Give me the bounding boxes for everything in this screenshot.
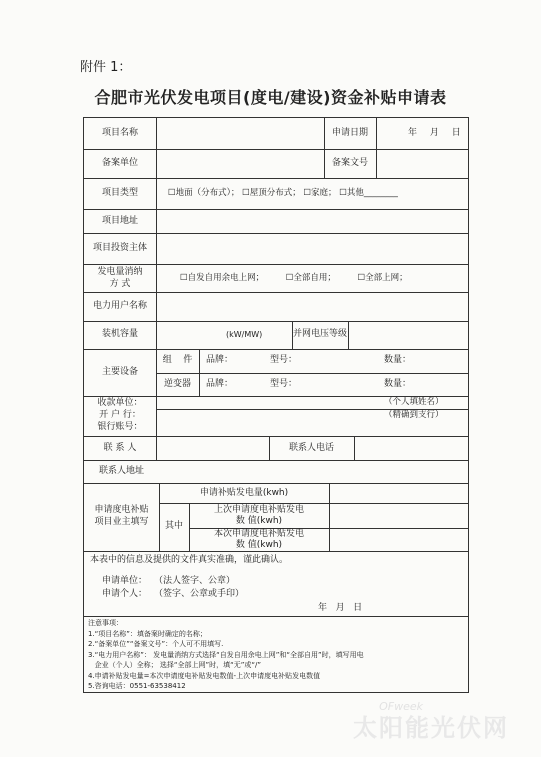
row-divider [84,178,468,179]
inverter-brand-label: 品牌： [206,379,234,389]
row-divider [159,503,468,504]
label-subsidy-amount: 申请补贴发电量(kwh) [199,488,289,498]
label-main-equipment: 主要设备 [101,367,138,377]
label-apply-date: 申请日期 [331,128,368,138]
label-this-2: 数 值(kwh) [235,540,283,550]
value-apply-date: 年 月 日 [408,128,461,138]
row-divider [84,551,468,552]
annex-label: 附件 1： [80,60,132,75]
row-divider [84,233,468,234]
label-bank: 开 户 行： [99,410,141,420]
notes-heading: 注意事项： [88,619,123,627]
declaration-unit-label: 申请单位： [102,576,148,586]
note-item: 4.申请补贴发电量=本次申请度电补贴发电数值-上次申请度电补贴发电数值 [88,672,321,680]
row-divider [84,483,468,484]
declaration-date: 年 月 日 [318,603,363,613]
consumption-options[interactable]: ☐自发自用余电上网； ☐全部自用； ☐全部上网； [180,273,408,283]
note-item: 2.“备案单位”“备案文号”：个人可不用填写. [88,640,224,648]
label-of-which: 其中 [164,521,183,531]
note-item: 3.“电力用户名称”： 发电量消纳方式选择“自发自用余电上网”和“全部自用”时，填写用电 [88,651,364,659]
label-consumption-mode: 发电量消纳 [97,267,143,277]
row-divider [84,292,468,293]
note-item: 5.咨询电话：0551-63538412 [88,682,186,690]
row-divider [156,373,468,374]
label-grid-voltage: 并网电压等级 [292,329,347,339]
label-payee-unit: 收款单位： [97,398,143,408]
label-this-1: 本次申请度电补贴发电 [213,529,304,539]
inverter-model-label: 型号： [270,379,298,389]
label-project-name: 项目名称 [101,128,138,138]
form-title: 合肥市光伏发电项目(度电/建设)资金补贴申请表 [94,88,447,107]
project-type-options[interactable]: ☐地面（分布式）； ☐屋顶分布式； ☐家庭； ☐其他________ [168,188,398,198]
column-divider [354,436,355,460]
label-module: 组 件 [162,355,193,365]
module-model-label: 型号： [270,355,298,365]
row-divider [84,209,468,210]
row-divider [84,436,468,437]
label-owner-fill-2: 项目业主填写 [94,517,149,527]
column-divider [329,483,330,551]
module-brand-label: 品牌： [206,355,234,365]
column-divider [156,118,157,460]
row-divider [84,460,468,461]
capacity-unit: (kW/MW) [226,330,263,339]
label-contact-phone: 联系人电话 [288,443,334,453]
declaration-statement: 本表中的信息及提供的文件真实准确，谨此确认。 [90,555,289,565]
inverter-quantity-label: 数量： [384,379,412,389]
watermark-site: 太阳能光伏网 [353,714,509,742]
row-divider [84,349,468,350]
label-project-type: 项目类型 [101,188,138,198]
label-capacity: 装机容量 [101,329,138,339]
label-filing-unit: 备案单位 [101,158,138,168]
module-quantity-label: 数量： [384,355,412,365]
label-power-user: 电力用户名称 [92,301,147,311]
row-divider [84,616,468,617]
label-account: 银行账号： [97,422,143,432]
note-item: 1.“项目名称”：填备案时确定的名称； [88,630,207,638]
watermark-brand: OFweek [379,700,423,713]
declaration-unit-hint: （法人签字、公章） [154,576,236,586]
label-contact: 联 系 人 [103,443,137,453]
label-inverter: 逆变器 [163,379,191,389]
column-divider [348,321,349,349]
label-owner-fill-1: 申请度电补贴 [94,505,149,515]
row-divider [84,321,468,322]
column-divider [324,118,325,178]
bank-hint: （精确到支行） [384,410,444,420]
label-investor: 项目投资主体 [92,243,147,253]
label-filing-doc: 备案文号 [331,158,368,168]
declaration-person-label: 申请个人： [102,589,148,599]
row-divider [84,149,468,150]
column-divider [376,118,377,178]
note-item: 企业（个人）全称； 选择“全部上网”时，填“无”或“/” [88,661,262,669]
label-project-address: 项目地址 [101,216,138,226]
application-form [83,117,469,693]
row-divider [84,264,468,265]
payee-hint: （个人填姓名） [384,397,444,407]
label-consumption-mode-2: 方 式 [109,279,131,289]
declaration-person-hint: （签字、公章或手印） [154,589,245,599]
label-last-1: 上次申请度电补贴发电 [213,505,304,515]
column-divider [199,349,200,396]
label-contact-address: 联系人地址 [98,466,144,476]
label-last-2: 数 值(kwh) [235,516,283,526]
